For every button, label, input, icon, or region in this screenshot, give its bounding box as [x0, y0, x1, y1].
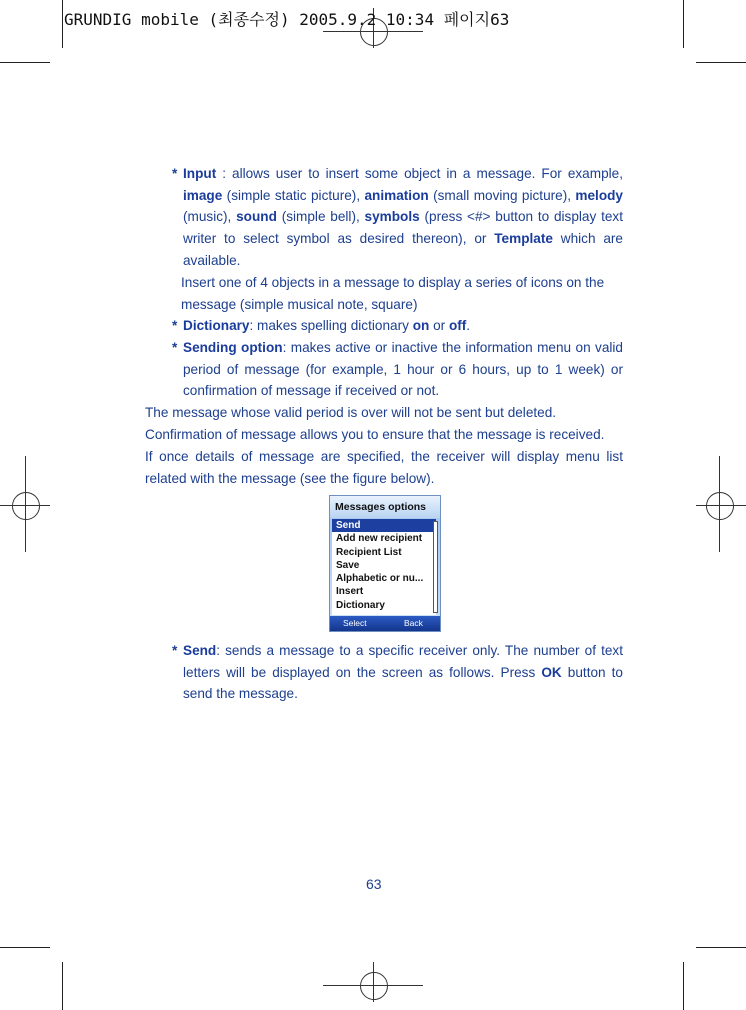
- phone-screen-messages-options: [329, 495, 441, 632]
- term-animation: animation: [364, 187, 429, 203]
- menu-item-insert[interactable]: Insert: [336, 586, 364, 598]
- term-send: Send: [183, 643, 217, 658]
- term-on: on: [412, 318, 430, 333]
- term-image: image: [183, 187, 223, 203]
- softkey-select[interactable]: Select: [343, 618, 367, 628]
- crop-mark: [0, 62, 50, 63]
- term-sending-option: Sending option: [183, 340, 283, 355]
- bullet-send: * Send: sends a message to a specific receiver only. The number of text letters will be displayed on the screen as follows. Press OK button to send the message.: [183, 640, 623, 705]
- term-melody: melody: [575, 187, 623, 203]
- options-list: [332, 519, 436, 615]
- bullet-marker: *: [172, 643, 178, 658]
- menu-item-send[interactable]: Send: [332, 519, 436, 532]
- bullet-marker: *: [172, 340, 178, 355]
- bullet-sending-option: * Sending option: makes active or inactive the information menu on valid period of message (for example, 1 hour or 6 hours, up to 1 week) or confirmation of message if received or not.: [183, 337, 623, 402]
- crop-mark: [696, 62, 746, 63]
- softkey-bar: [330, 616, 440, 631]
- menu-item-alphabetic[interactable]: Alphabetic or nu...: [336, 573, 424, 585]
- term-template: Template: [494, 231, 553, 247]
- crop-mark: [0, 947, 50, 948]
- body-line-1: The message whose valid period is over will not be sent but deleted.: [145, 405, 557, 420]
- print-header: GRUNDIG mobile (최종수정) 2005.9.2 10:34 페이지63: [64, 10, 510, 29]
- term-sound: sound: [236, 209, 277, 225]
- body-line-2: Confirmation of message allows you to ensure that the message is received.: [145, 427, 605, 442]
- term-symbols: symbols: [364, 209, 420, 225]
- crop-mark: [683, 962, 684, 1010]
- crop-mark: [683, 0, 684, 48]
- menu-item-recipient-list[interactable]: Recipient List: [336, 546, 402, 558]
- menu-item-add-new-recipient[interactable]: Add new recipient: [336, 533, 423, 545]
- crop-mark: [62, 962, 63, 1010]
- menu-item-save[interactable]: Save: [336, 559, 360, 571]
- input-note: Insert one of 4 objects in a message to display a series of icons on the message (simple musical note, square): [181, 275, 605, 312]
- bullet-marker: *: [172, 166, 178, 181]
- page-number: 63: [366, 876, 382, 892]
- term-input: Input: [183, 166, 217, 181]
- scrollbar[interactable]: [433, 521, 438, 613]
- crop-mark: [696, 947, 746, 948]
- term-ok: OK: [541, 664, 562, 680]
- bullet-marker: *: [172, 318, 178, 333]
- screen-title: Messages options: [330, 496, 440, 518]
- menu-item-dictionary[interactable]: Dictionary: [336, 599, 385, 611]
- bullet-dictionary: * Dictionary: makes spelling dictionary on or off.: [183, 315, 623, 337]
- term-dictionary: Dictionary: [183, 318, 250, 333]
- bullet-input: * Input : allows user to insert some object in a message. For example, image (simple static picture), animation (small moving picture), melody (music), sound (simple bell), symbols (press <#> button to display text writer to select symbol as desired thereon), or Template which are available.: [183, 163, 623, 272]
- term-off: off: [448, 318, 467, 333]
- softkey-back[interactable]: Back: [404, 618, 423, 628]
- crop-mark: [62, 0, 63, 48]
- body-paragraph-3: If once details of message are specified, the receiver will display menu list related with the message (see the figure below).: [145, 449, 623, 486]
